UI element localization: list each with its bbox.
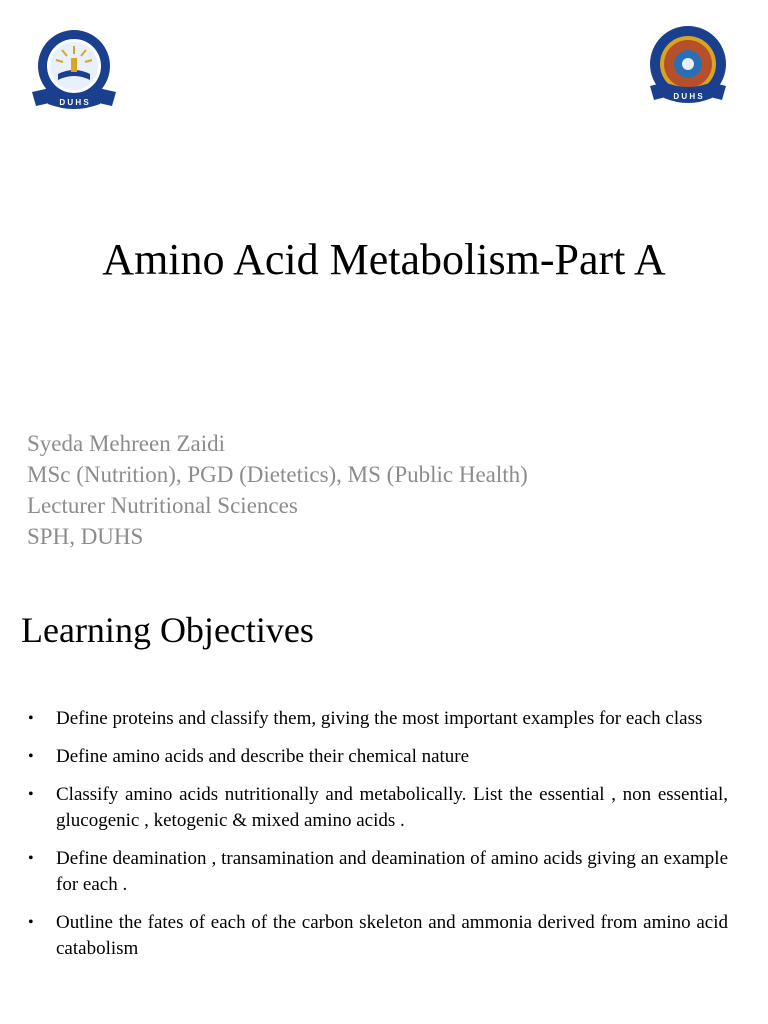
bullet-icon: • — [28, 914, 34, 931]
author-block — [27, 428, 528, 552]
objective-item — [28, 706, 728, 732]
author-degrees: MSc (Nutrition), PGD (Dietetics), MS (Public Health) — [27, 462, 528, 487]
author-name: Syeda Mehreen Zaidi — [27, 431, 225, 456]
bullet-icon: • — [28, 786, 34, 803]
objective-item — [28, 744, 728, 770]
sph-logo-icon — [644, 24, 732, 112]
objective-text: Define proteins and classify them, giving the most important examples for each class — [56, 708, 703, 729]
objective-item — [28, 846, 728, 898]
logo-right-banner: D U H S — [673, 92, 703, 101]
author-position: Lecturer Nutritional Sciences — [27, 493, 298, 518]
bullet-icon: • — [28, 748, 34, 765]
presentation-title: Amino Acid Metabolism-Part A — [102, 235, 666, 284]
objective-item — [28, 910, 728, 962]
objective-text: Define amino acids and describe their chemical nature — [56, 746, 470, 767]
bullet-icon: • — [28, 850, 34, 867]
duhs-logo-icon — [22, 24, 126, 116]
logo-left-banner: D U H S — [59, 98, 89, 107]
objective-text: Define deamination , transamination and deamination of amino acids giving an example for each . — [56, 848, 728, 895]
objectives-list — [28, 706, 728, 974]
objectives-slide — [0, 580, 768, 1024]
bullet-icon: • — [28, 710, 34, 727]
objective-text: Classify amino acids nutritionally and metabolically. List the essential , non essential, glucogenic , ketogenic & mixed amino acids . — [56, 784, 728, 831]
objectives-heading: Learning Objectives — [21, 610, 314, 650]
objective-text: Outline the fates of each of the carbon skeleton and ammonia derived from amino acid catabolism — [56, 912, 728, 959]
author-affiliation: SPH, DUHS — [27, 524, 144, 549]
objective-item — [28, 782, 728, 834]
